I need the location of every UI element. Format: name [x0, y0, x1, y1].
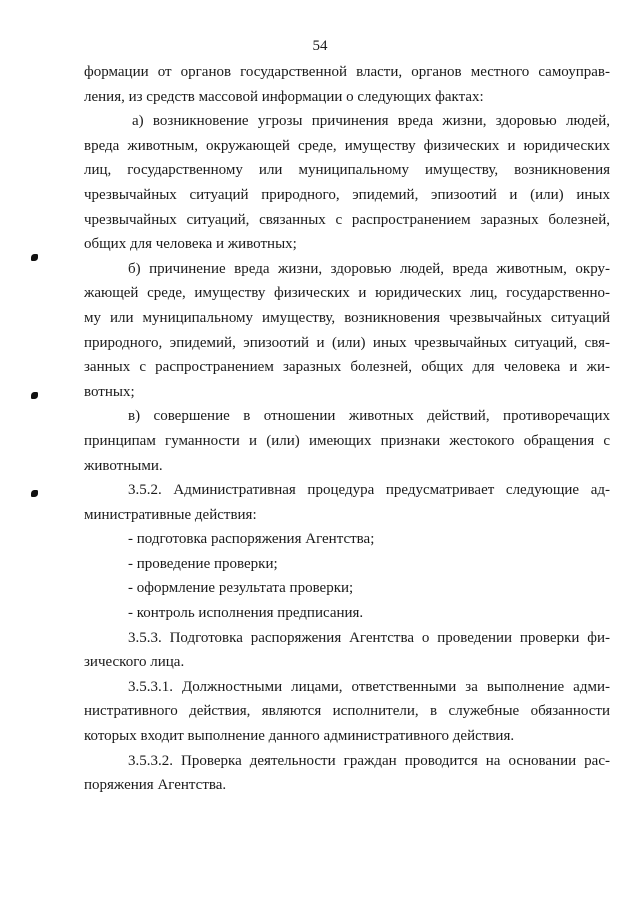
text-line: министративные действия: [84, 506, 257, 523]
text-line: которых входит выполнение данного административного действия. [84, 728, 515, 745]
text-line: природного, эпидемий, эпизоотий и (или) иных чрезвычайных ситуаций, свя- [84, 334, 610, 351]
page-number: 54 [312, 38, 328, 54]
text-line: 3.5.3.2. Проверка деятельности граждан проводится на основании рас- [128, 752, 610, 769]
text-line: а) возникновение угрозы причинения вреда жизни, здоровью людей, [132, 113, 610, 130]
paragraph-3-5-3-1 [84, 675, 610, 749]
text-line: зического лица. [84, 654, 185, 671]
text-line: лиц, государственному или муниципальному имуществу, возникновения [84, 162, 610, 179]
text-line: 3.5.3. Подготовка распоряжения Агентства о проведении проверки фи- [128, 629, 610, 646]
text-line: вотных; [84, 383, 135, 400]
action-list [84, 527, 610, 625]
text-line: в) совершение в отношении животных действий, противоречащих [128, 408, 610, 425]
paragraph-item-b [84, 257, 610, 405]
list-item: - оформление результата проверки; [128, 580, 354, 597]
text-line: общих для человека и животных; [84, 236, 297, 253]
paragraph-item-c [84, 404, 610, 478]
text-line: му или муниципальному имуществу, возникновения чрезвычайных ситуаций [84, 309, 610, 326]
paragraph-3-5-3-2 [84, 749, 610, 798]
paragraph-3-5-2 [84, 478, 610, 527]
text-line: формации от органов государственной власти, органов местного самоуправ- [84, 64, 610, 80]
text-line: вреда животным, окружающей среде, имуществу физических и юридических [84, 137, 610, 154]
text-line: 3.5.3.1. Должностными лицами, ответственными за выполнение адми- [128, 678, 610, 695]
scan-mark [31, 490, 38, 497]
list-item: - проведение проверки; [128, 555, 278, 572]
text-line: жающей среде, имуществу физических и юридических лиц, государственно- [84, 285, 610, 302]
text-line: 3.5.2. Административная процедура предусматривает следующие ад- [128, 482, 610, 499]
text-line: принципам гуманности и (или) имеющих признаки жестокого обращения с [84, 432, 610, 449]
text-line: занных с распространением заразных болезней, общих для человека и жи- [84, 359, 610, 376]
scan-mark [31, 392, 38, 399]
text-line: поряжения Агентства. [84, 777, 227, 794]
paragraph-intro [84, 60, 610, 109]
text-line: б) причинение вреда жизни, здоровью людей, вреда животным, окру- [128, 260, 610, 277]
list-item: - подготовка распоряжения Агентства; [128, 531, 375, 548]
paragraph-item-a [84, 109, 610, 257]
list-item: - контроль исполнения предписания. [128, 605, 364, 622]
document-body [84, 60, 610, 798]
text-line: чрезвычайных ситуаций природного, эпидемий, эпизоотий и (или) иных [84, 186, 610, 203]
paragraph-3-5-3 [84, 626, 610, 675]
text-line: чрезвычайных ситуаций, связанных с распространением заразных болезней, [84, 211, 610, 228]
text-line: ления, из средств массовой информации о следующих фактах: [84, 88, 484, 105]
text-line: животными. [84, 457, 163, 474]
text-line: нистративного действия, являются исполнители, в служебные обязанности [84, 703, 610, 720]
scan-mark [31, 254, 38, 261]
